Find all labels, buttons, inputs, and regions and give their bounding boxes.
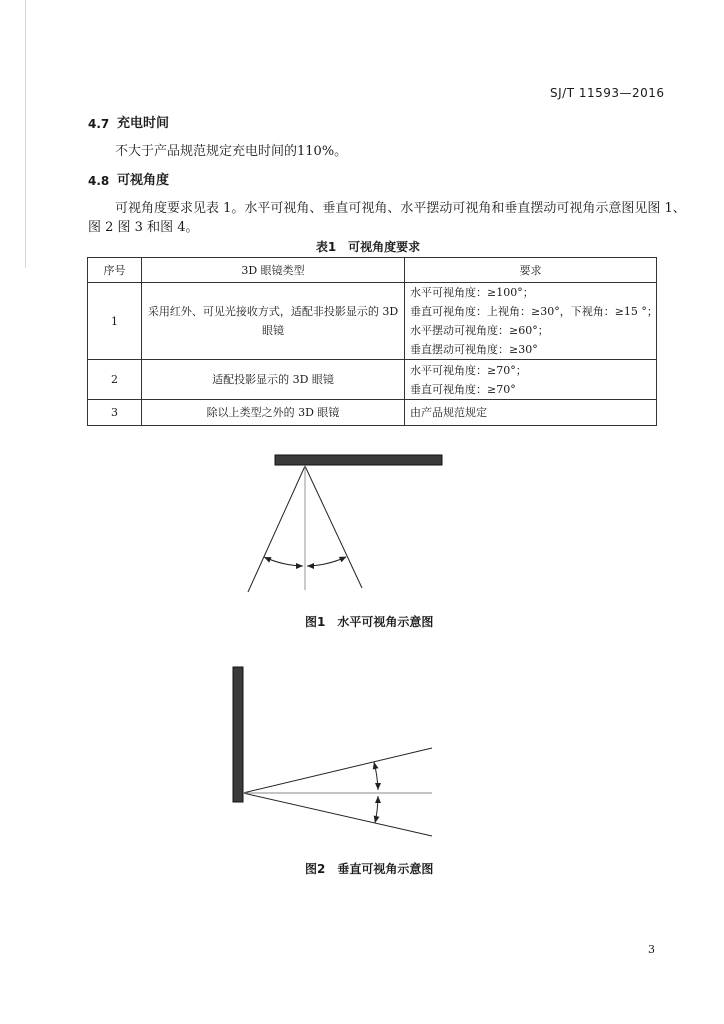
cell-type-line: 采用红外、可见光接收方式，适配非投影显示的 3D xyxy=(147,305,399,318)
cell-type-line: 适配投影显示的 3D 眼镜 xyxy=(212,373,334,386)
display-screen-bar xyxy=(275,455,442,465)
arrowhead xyxy=(307,563,314,569)
requirement-line: 垂直摆动可视角度：≥30° xyxy=(410,343,538,356)
cell-type xyxy=(142,283,405,360)
arrowhead xyxy=(375,796,381,803)
cell-type-line: 除以上类型之外的 3D 眼镜 xyxy=(206,406,340,419)
upper-boundary-line xyxy=(243,748,432,793)
left-boundary-line xyxy=(248,466,305,592)
arrowhead xyxy=(374,816,380,824)
section-4-8-title: 可视角度 xyxy=(117,173,170,188)
scan-edge-line xyxy=(25,0,26,268)
requirement-line: 水平可视角度：≥100°； xyxy=(410,286,534,299)
display-screen-bar xyxy=(233,667,243,802)
table-row xyxy=(88,360,657,400)
header-cell-type: 3D 眼镜类型 xyxy=(142,258,405,283)
section-4-7-body: 不大于产品规范规定充电时间的110%。 xyxy=(115,144,348,159)
cell-no: 2 xyxy=(88,360,142,400)
section-4-8-number: 4.8 xyxy=(88,174,110,188)
table-header-row xyxy=(88,258,657,283)
cell-requirement xyxy=(405,400,657,426)
table-row xyxy=(88,283,657,360)
lower-boundary-line xyxy=(243,793,432,836)
header-cell-requirement: 要求 xyxy=(405,258,657,283)
arrowhead xyxy=(296,563,303,569)
table-1 xyxy=(87,257,657,426)
requirement-line: 垂直可视角度：≥70° xyxy=(410,382,516,396)
requirement-line: 水平摆动可视角度：≥60°； xyxy=(410,324,549,337)
section-4-7-title: 充电时间 xyxy=(117,116,170,131)
requirement-line: 水平可视角度：≥70°； xyxy=(410,363,527,377)
section-4-8-body-line: 可视角度要求见表 1。水平可视角、垂直可视角、水平摆动可视角和垂直摆动可视角示意图见图 1、 xyxy=(115,201,686,216)
figure-1-caption: 图1 水平可视角示意图 xyxy=(305,615,434,629)
cell-type xyxy=(142,360,405,400)
cell-no: 1 xyxy=(88,283,142,360)
cell-type xyxy=(142,400,405,426)
requirement-line: 由产品规范规定 xyxy=(410,406,487,419)
right-boundary-line xyxy=(305,466,362,588)
cell-no: 3 xyxy=(88,400,142,426)
table-1-title: 表1 可视角度要求 xyxy=(315,240,421,254)
header-cell-no: 序号 xyxy=(88,258,142,283)
document-code: SJ/T 11593—2016 xyxy=(550,86,665,100)
figure-2-diagram xyxy=(225,660,440,845)
arrowhead xyxy=(375,783,381,790)
section-4-7-number: 4.7 xyxy=(88,117,110,131)
section-4-8-body-line: 图 2 图 3 和图 4。 xyxy=(88,220,199,235)
requirement-line: 垂直可视角度：上视角：≥30°，下视角：≥15 °； xyxy=(410,305,658,318)
cell-requirement xyxy=(405,360,657,400)
cell-type-line: 眼镜 xyxy=(262,324,284,337)
table-row xyxy=(88,400,657,426)
figure-2-caption: 图2 垂直可视角示意图 xyxy=(305,862,434,876)
cell-requirement xyxy=(405,283,657,360)
page-number: 3 xyxy=(648,943,655,956)
arrowhead xyxy=(373,762,379,770)
figure-1-diagram xyxy=(230,445,460,605)
